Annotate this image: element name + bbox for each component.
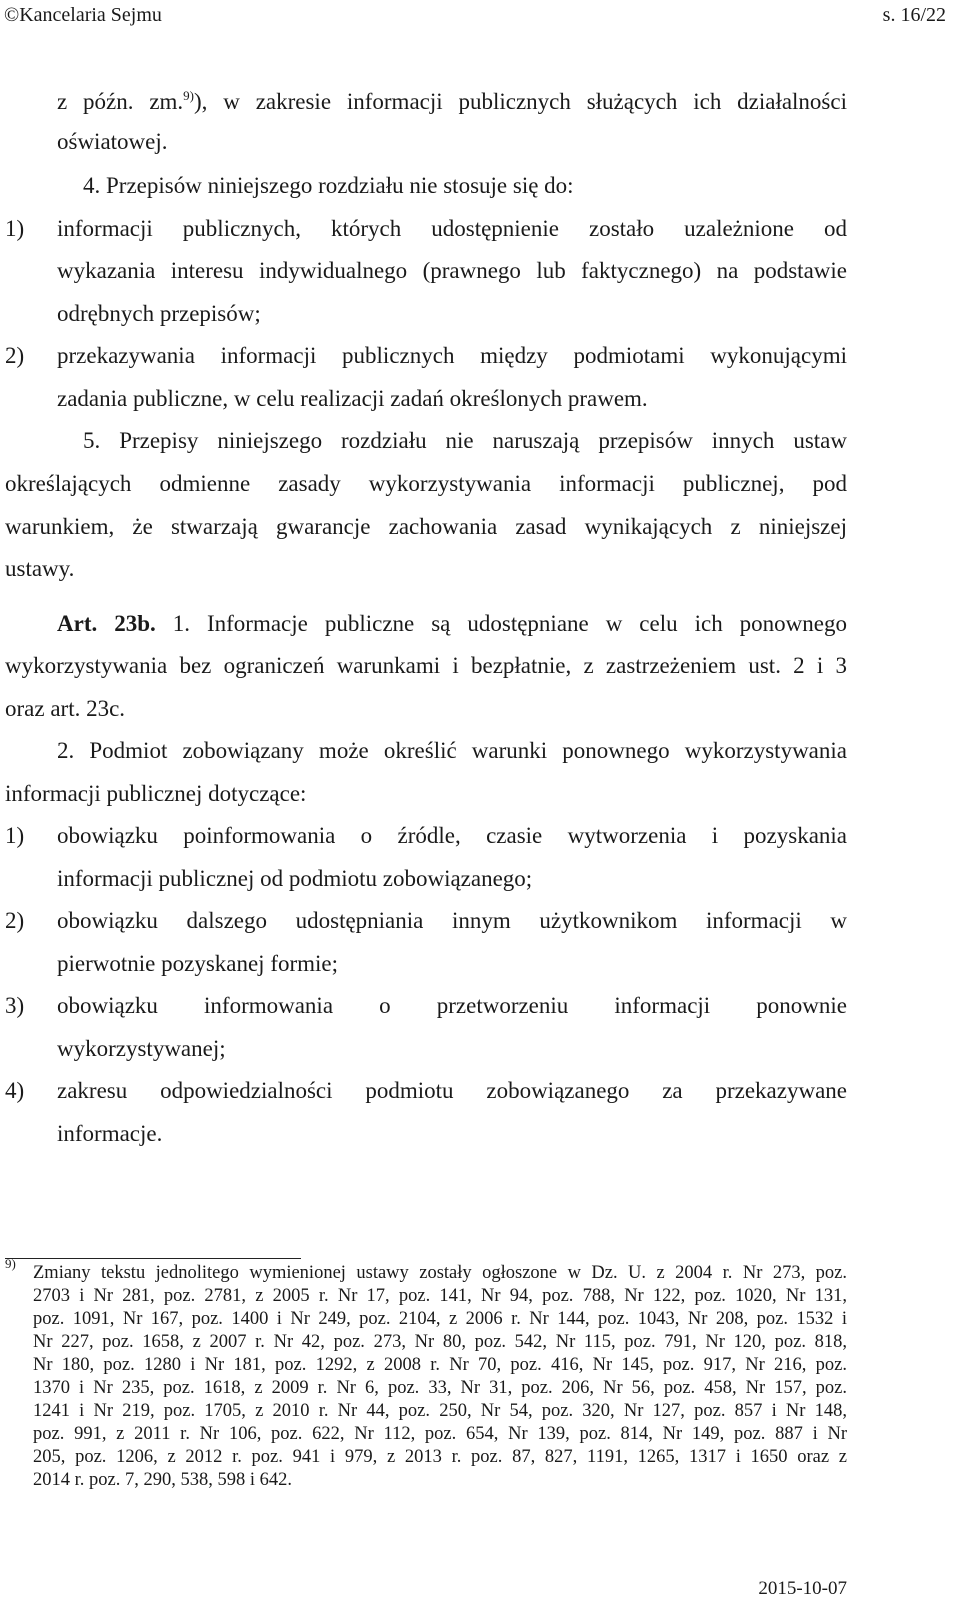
list-item-line: informacje. xyxy=(57,1121,163,1146)
footnote-line: Nr 227, poz. 1658, z 2007 r. Nr 42, poz. 273, Nr 80, poz. 542, Nr 115, poz. 791, Nr 120, poz. 818, xyxy=(33,1332,847,1352)
paragraph-line: ustawy. xyxy=(5,556,75,581)
list-item-line: przekazywania informacji publicznych między podmiotami wykonującymi xyxy=(57,343,847,368)
paragraph-5: 5. Przepisy niniejszego rozdziału nie naruszają przepisów innych ustaw xyxy=(83,428,847,453)
list-item-line: odrębnych przepisów; xyxy=(57,301,261,326)
paragraph-line: informacji publicznej dotyczące: xyxy=(5,781,307,806)
footnote-line: 1370 i Nr 235, poz. 1618, z 2009 r. Nr 6, poz. 33, Nr 31, poz. 206, Nr 56, poz. 458, Nr 157, poz. xyxy=(33,1378,847,1398)
list-item-line: wykazania interesu indywidualnego (prawnego lub faktycznego) na podstawie xyxy=(57,258,847,283)
body-line: z późn. zm.$^{9)}$), w zakresie informacji publicznych służących ich działalności xyxy=(57,88,847,114)
footnote-separator xyxy=(5,1258,301,1259)
footnote-line: Nr 180, poz. 1280 i Nr 181, poz. 1292, z 2008 r. Nr 70, poz. 416, Nr 145, poz. 917, Nr 216, poz. xyxy=(33,1355,847,1375)
list-number: 4) xyxy=(5,1078,25,1103)
footnote-line: 2014 r. poz. 7, 290, 538, 598 i 642. xyxy=(33,1470,292,1490)
list-number: 1) xyxy=(5,216,25,241)
footnote-line: poz. 1091, Nr 167, poz. 1400 i Nr 249, poz. 2104, z 2006 r. Nr 144, poz. 1043, Nr 208, poz. 1532 i xyxy=(33,1309,847,1329)
body-line: oświatowej. xyxy=(57,129,168,154)
list-item-line: informacji publicznej od podmiotu zobowiązanego; xyxy=(57,866,533,891)
list-item-line: wykorzystywanej; xyxy=(57,1036,226,1061)
list-item-line: obowiązku dalszego udostępniania innym użytkownikom informacji w xyxy=(57,908,847,933)
footnote-line: 1241 i Nr 219, poz. 1705, z 2010 r. Nr 44, poz. 250, Nr 54, poz. 320, Nr 127, poz. 857 i Nr 148, xyxy=(33,1401,847,1421)
list-number: 3) xyxy=(5,993,25,1018)
list-item-line: zadania publiczne, w celu realizacji zadań określonych prawem. xyxy=(57,386,648,411)
paragraph-4: 4. Przepisów niniejszego rozdziału nie stosuje się do: xyxy=(83,173,574,198)
header-source: ©Kancelaria Sejmu xyxy=(4,4,162,26)
footnote-line: poz. 991, z 2011 r. Nr 106, poz. 622, Nr 112, poz. 654, Nr 139, poz. 814, Nr 149, poz. 887 i Nr xyxy=(33,1424,847,1444)
list-number: 1) xyxy=(5,823,25,848)
footnote-marker: 9) xyxy=(5,1256,16,1271)
section-2: 2. Podmiot zobowiązany może określić warunki ponownego wykorzystywania xyxy=(57,738,847,763)
footnote-line: 2703 i Nr 281, poz. 2781, z 2005 r. Nr 17, poz. 141, Nr 94, poz. 788, Nr 122, poz. 1020, Nr 131, xyxy=(33,1286,847,1306)
paragraph-line: określających odmienne zasady wykorzystywania informacji publicznej, pod xyxy=(5,471,847,496)
list-item-line: pierwotnie pozyskanej formie; xyxy=(57,951,339,976)
list-item-line: obowiązku poinformowania o źródle, czasie wytworzenia i pozyskania xyxy=(57,823,847,848)
list-number: 2) xyxy=(5,343,25,368)
header-page-number: s. 16/22 xyxy=(882,4,946,26)
footer-date: 2015-10-07 xyxy=(758,1578,847,1599)
article-label: Art. 23b. xyxy=(57,611,156,636)
footnote-line: Zmiany tekstu jednolitego wymienionej ustawy zostały ogłoszone w Dz. U. z 2004 r. Nr 273, poz. xyxy=(33,1263,847,1283)
list-item-line: informacji publicznych, których udostępnienie zostało uzależnione od xyxy=(57,216,847,241)
article-heading-line: Art. 23b. 1. Informacje publiczne są udostępniane w celu ich ponownego xyxy=(57,611,847,636)
paragraph-line: warunkiem, że stwarzają gwarancje zachowania zasad wynikających z niniejszej xyxy=(5,514,847,539)
footnote-ref[interactable]: 9) xyxy=(183,88,195,103)
paragraph-line: oraz art. 23c. xyxy=(5,696,126,721)
list-number: 2) xyxy=(5,908,25,933)
list-item-line: zakresu odpowiedzialności podmiotu zobowiązanego za przekazywane xyxy=(57,1078,847,1103)
paragraph-line: wykorzystywania bez ograniczeń warunkami i bezpłatnie, z zastrzeżeniem ust. 2 i 3 xyxy=(5,653,847,678)
list-item-line: obowiązku informowania o przetworzeniu informacji ponownie xyxy=(57,993,847,1018)
footnote-line: 205, poz. 1206, z 2012 r. poz. 941 i 979, z 2013 r. poz. 87, 827, 1191, 1265, 1317 i 1650 oraz z xyxy=(33,1447,847,1467)
